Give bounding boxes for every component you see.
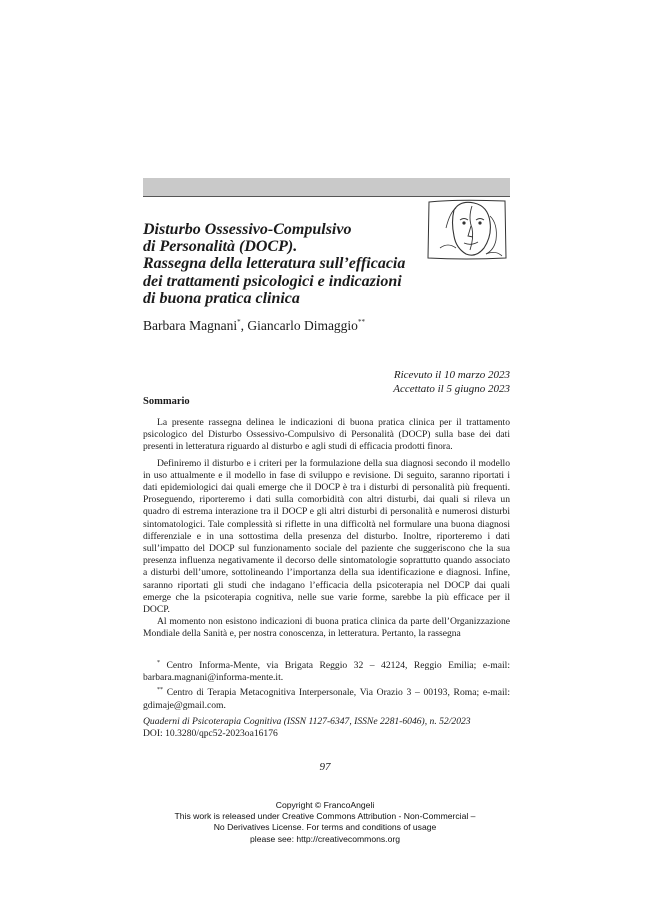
author-separator: ,: [240, 318, 248, 333]
footnote-mark: *: [157, 660, 160, 666]
abstract-paragraph: Definiremo il disturbo e i criteri per la formulazione della sua diagnosi secondo il modello in uso attualmente e il modello in fase di sviluppo e revisione. Di seguito, saranno riportati i dati epidemiologici dai quali emerge che il DOCP è tra i disturbi di personalità più frequenti. Proseguendo, riporteremo i dati sulla comorbidità con altri disturbi, dai quali si rileva un quadro di estrema interazione tra il DOCP e gli altri disturbi di personalità e numerosi disturbi sintomatologici. Tale complessità si riflette in una difficoltà nel formulare una buona diagnosi differenziale e in una sottostima della presenza del disturbo. Inoltre, riporteremo i dati sull’impatto del DOCP sul funzionamento sociale del paziente che suggeriscono che la sua presenza influenza negativamente il decorso delle sintomatologie soprattutto quando associato a disturbi dell’umore, sottolineando l’importanza della sua identificazione e diagnosi. Infine, saranno riportati gli studi che indagano l’efficacia della psicoterapia nel DOCP dai quali emerge che la psicoterapia cognitiva, nelle sue varie forme, sarebbe la più efficace per il DOCP.: [143, 457, 510, 616]
page-number: 97: [319, 761, 331, 773]
footnotes: [143, 657, 510, 712]
title-line: di Personalità (DOCP).: [143, 238, 298, 256]
footnote: [143, 657, 510, 684]
license-line: This work is released under Creative Commons Attribution - Non-Commercial –: [174, 811, 476, 822]
received-date: Ricevuto il 10 marzo 2023: [393, 369, 510, 381]
title-line: dei trattamenti psicologici e indicazioni: [143, 272, 402, 290]
author-name: Giancarlo Dimaggio: [247, 318, 358, 333]
abstract-paragraph: Al momento non esistono indicazioni di buona pratica clinica da parte dell’Organizzazione Mondiale della Sanità e, per nostra conoscenza, in letteratura. Pertanto, la rassegna: [143, 616, 510, 640]
footnote: [143, 684, 510, 711]
journal-info: [143, 716, 510, 740]
license-link[interactable]: please see: http://creativecommons.org: [250, 833, 400, 844]
title-line: Disturbo Ossessivo-Compulsivo: [143, 221, 352, 238]
footnote-mark: **: [157, 687, 163, 694]
footnote-mark: *: [237, 318, 241, 326]
submission-dates: [393, 368, 510, 396]
doi-link[interactable]: DOI: 10.3280/qpc52-2023oa16176: [143, 728, 278, 740]
abstract-paragraph: La presente rassegna delinea le indicazioni di buona pratica clinica per il trattamento psicologico del Disturbo Ossessivo-Compulsivo di Personalità (DOCP) sulla base dei dati presenti in letteratura riguardo al disturbo e agli studi di efficacia prodotti finora.: [143, 417, 510, 453]
footnote-mark: **: [357, 318, 365, 326]
title-line: di buona pratica clinica: [143, 289, 300, 307]
accepted-date: Accettato il 5 giugno 2023: [393, 383, 510, 395]
face-sketch-icon: [426, 198, 508, 261]
journal-reference: Quaderni di Psicoterapia Cognitiva (ISSN 1127-6347, ISSNe 2281-6046), n. 52/2023: [143, 716, 471, 727]
header-band: [143, 178, 510, 197]
license-line: No Derivatives License. For terms and conditions of usage: [213, 822, 437, 833]
author-line: [143, 318, 365, 334]
license-notice: [0, 800, 650, 845]
title-line: Rassegna della letteratura sull’efficacia: [143, 255, 406, 273]
abstract-body: [143, 417, 510, 641]
footnote-text: Centro Informa-Mente, via Brigata Reggio 32 – 42124, Reggio Emilia; e-mail: barbara.magnani@informa-mente.it.: [143, 660, 510, 684]
author-name: Barbara Magnani: [143, 318, 238, 333]
license-line: Copyright © FrancoAngeli: [275, 800, 375, 810]
article-title: [143, 221, 433, 307]
footnote-text: Centro di Terapia Metacognitiva Interpersonale, Via Orazio 3 – 00193, Roma; e-mail: gdimaje@gmail.com.: [143, 687, 510, 711]
abstract-heading: Sommario: [143, 396, 190, 407]
